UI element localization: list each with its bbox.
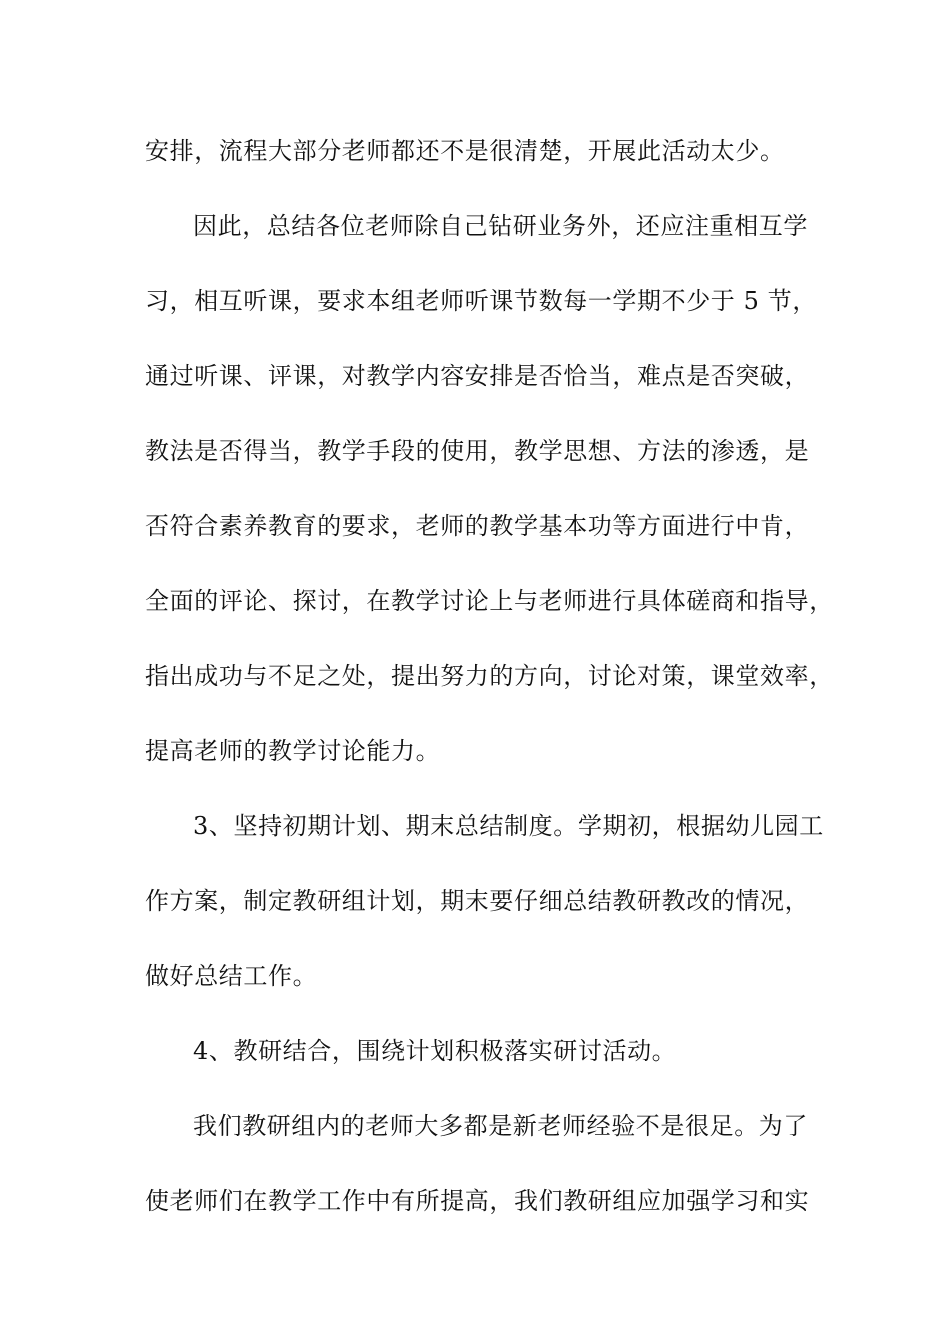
text-line: 作方案，制定教研组计划，期末要仔细总结教研教改的情况， xyxy=(145,887,810,915)
paragraph-start-line: 3、坚持初期计划、期末总结制度。学期初，根据幼儿园工 xyxy=(193,812,824,840)
text-line: 使老师们在教学工作中有所提高，我们教研组应加强学习和实 xyxy=(145,1187,810,1215)
text-line: 做好总结工作。 xyxy=(145,962,318,990)
text-line: 安排，流程大部分老师都还不是很清楚，开展此活动太少。 xyxy=(145,137,785,165)
text-line: 提高老师的教学讨论能力。 xyxy=(145,737,441,765)
text-line: 全面的评论、探讨，在教学讨论上与老师进行具体磋商和指导， xyxy=(145,587,834,615)
text-line: 习，相互听课，要求本组老师听课节数每一学期不少于 5 节， xyxy=(145,287,817,315)
text-line: 指出成功与不足之处，提出努力的方向，讨论对策，课堂效率， xyxy=(145,662,834,690)
text-line: 否符合素养教育的要求，老师的教学基本功等方面进行中肯， xyxy=(145,512,810,540)
paragraph-start-line: 我们教研组内的老师大多都是新老师经验不是很足。为了 xyxy=(193,1112,808,1140)
text-line: 通过听课、评课，对教学内容安排是否恰当，难点是否突破， xyxy=(145,362,810,390)
paragraph-start-line: 因此，总结各位老师除自己钻研业务外，还应注重相互学 xyxy=(193,212,808,240)
text-line: 教法是否得当，教学手段的使用，教学思想、方法的渗透，是 xyxy=(145,437,810,465)
paragraph-start-line: 4、教研结合，围绕计划积极落实研讨活动。 xyxy=(193,1037,677,1065)
